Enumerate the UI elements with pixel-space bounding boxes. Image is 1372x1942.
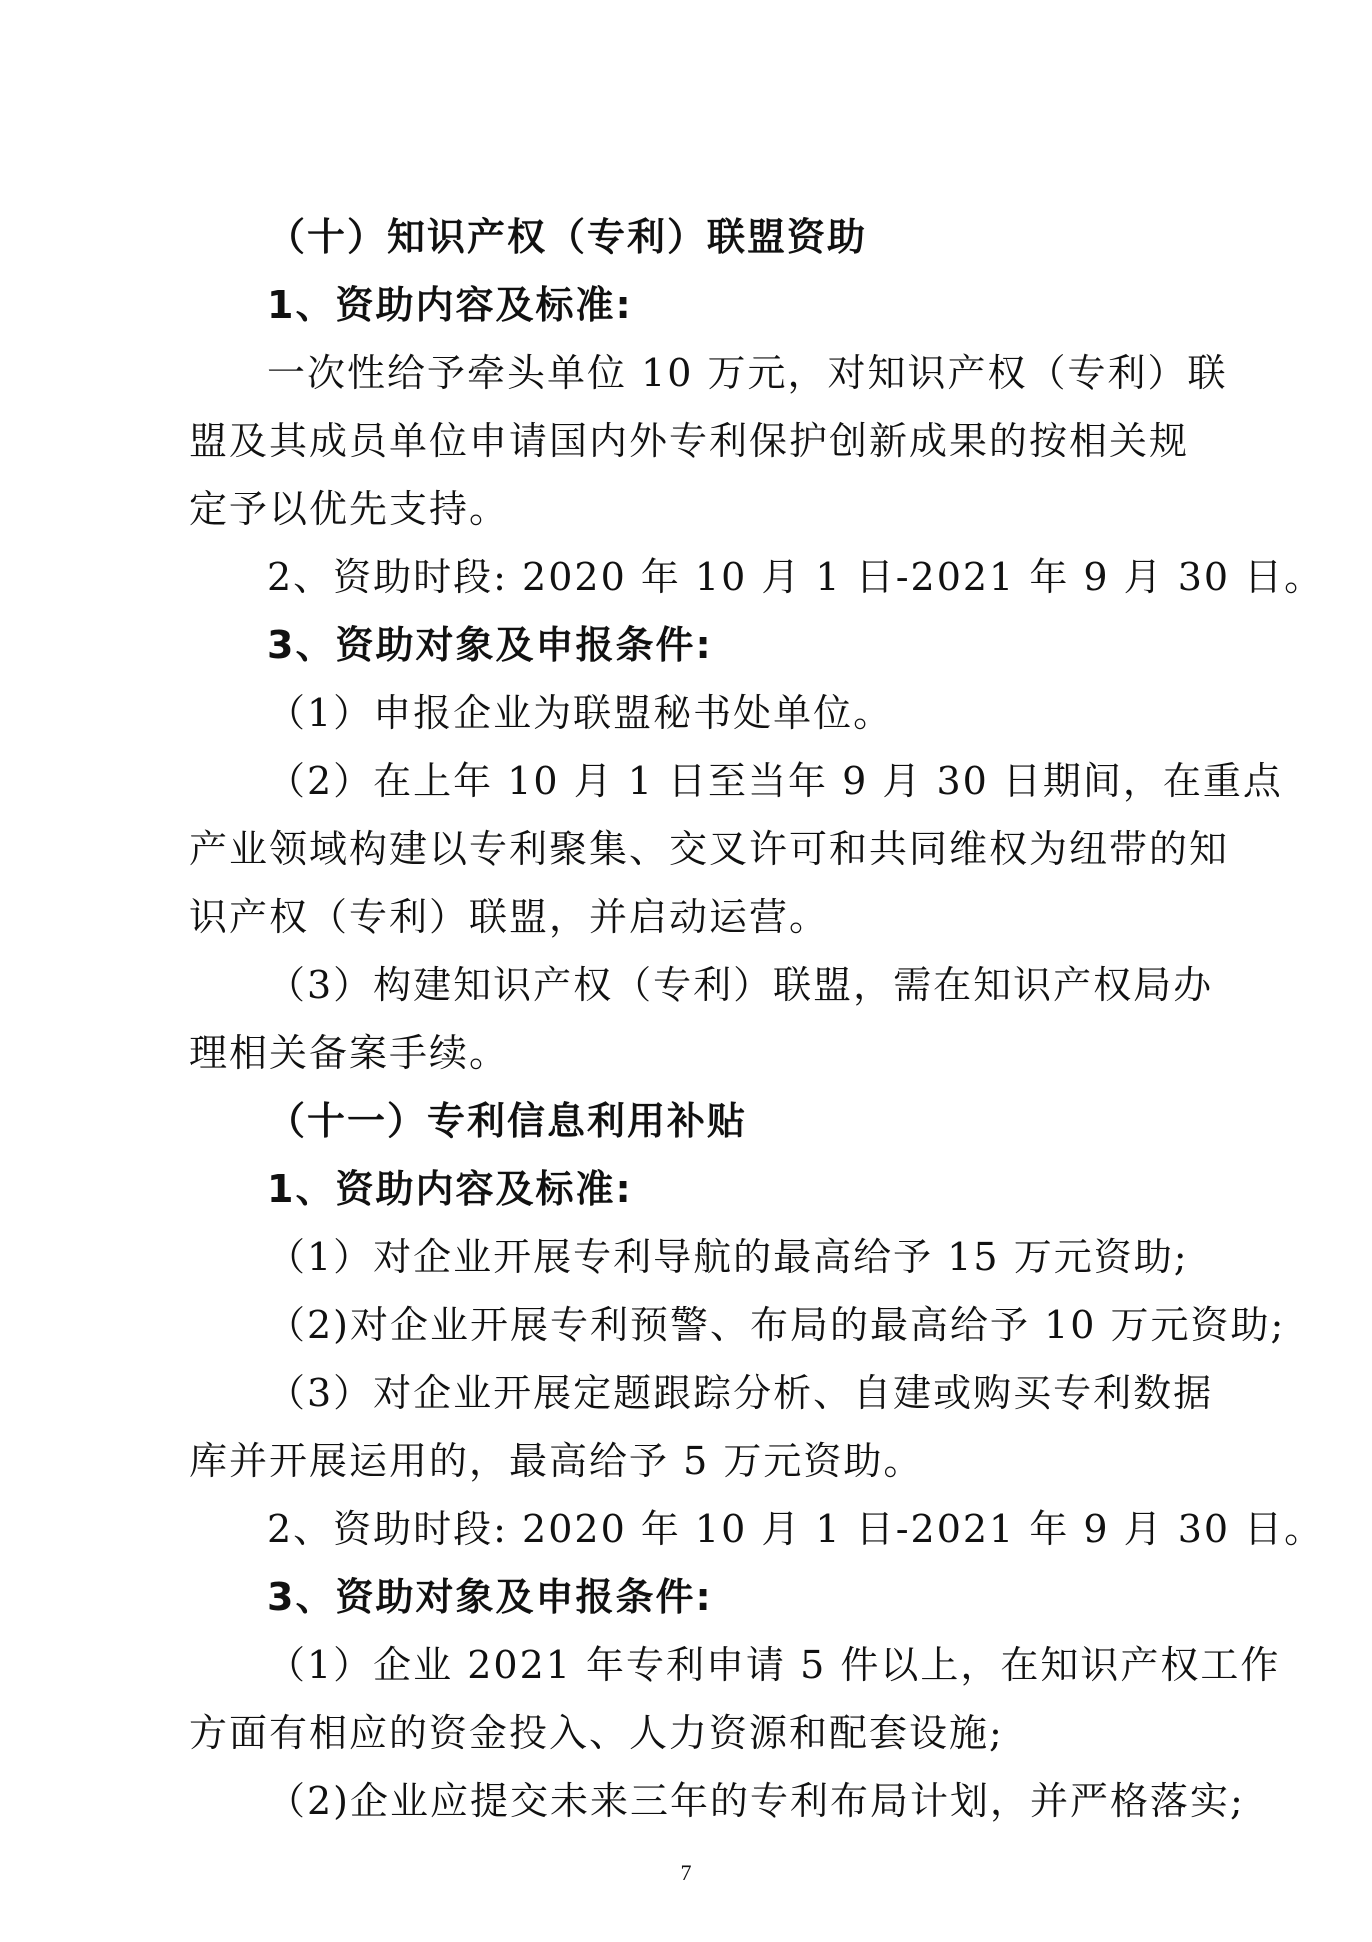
body-line: 理相关备案手续。 [189, 1031, 510, 1075]
list-item: （2)企业应提交未来三年的专利布局计划，并严格落实; [267, 1779, 1245, 1823]
subheading-content-standard: 1、资助内容及标准: [267, 283, 633, 327]
body-line: 库并开展运用的，最高给予 5 万元资助。 [189, 1439, 924, 1483]
funding-period-line: 2、资助时段: 2020 年 10 月 1 日-2021 年 9 月 30 日。 [267, 1507, 1325, 1551]
list-item: （1）对企业开展专利导航的最高给予 15 万元资助; [267, 1235, 1189, 1279]
body-line: 一次性给予牵头单位 10 万元，对知识产权（专利）联 [267, 351, 1228, 395]
body-line: 方面有相应的资金投入、人力资源和配套设施; [189, 1711, 1004, 1755]
list-item: （3）构建知识产权（专利）联盟，需在知识产权局办 [267, 963, 1214, 1007]
body-line: 识产权（专利）联盟，并启动运营。 [189, 895, 830, 939]
funding-period-line: 2、资助时段: 2020 年 10 月 1 日-2021 年 9 月 30 日。 [267, 555, 1325, 599]
body-line: 产业领域构建以专利聚集、交叉许可和共同维权为纽带的知 [189, 827, 1230, 871]
list-item: （2）在上年 10 月 1 日至当年 9 月 30 日期间，在重点 [267, 759, 1283, 803]
subheading-eligibility: 3、资助对象及申报条件: [267, 1575, 713, 1619]
page-number: 7 [680, 1860, 692, 1885]
body-line: 定予以优先支持。 [189, 487, 510, 531]
subheading-content-standard: 1、资助内容及标准: [267, 1167, 633, 1211]
section-heading-10: （十）知识产权（专利）联盟资助 [267, 215, 868, 259]
section-heading-11: （十一）专利信息利用补贴 [267, 1099, 748, 1143]
subheading-eligibility: 3、资助对象及申报条件: [267, 623, 713, 667]
list-item: （2)对企业开展专利预警、布局的最高给予 10 万元资助; [267, 1303, 1286, 1347]
list-item: （1）申报企业为联盟秘书处单位。 [267, 691, 894, 735]
list-item: （1）企业 2021 年专利申请 5 件以上，在知识产权工作 [267, 1643, 1281, 1687]
list-item: （3）对企业开展定题跟踪分析、自建或购买专利数据 [267, 1371, 1214, 1415]
body-line: 盟及其成员单位申请国内外专利保护创新成果的按相关规 [189, 419, 1190, 463]
